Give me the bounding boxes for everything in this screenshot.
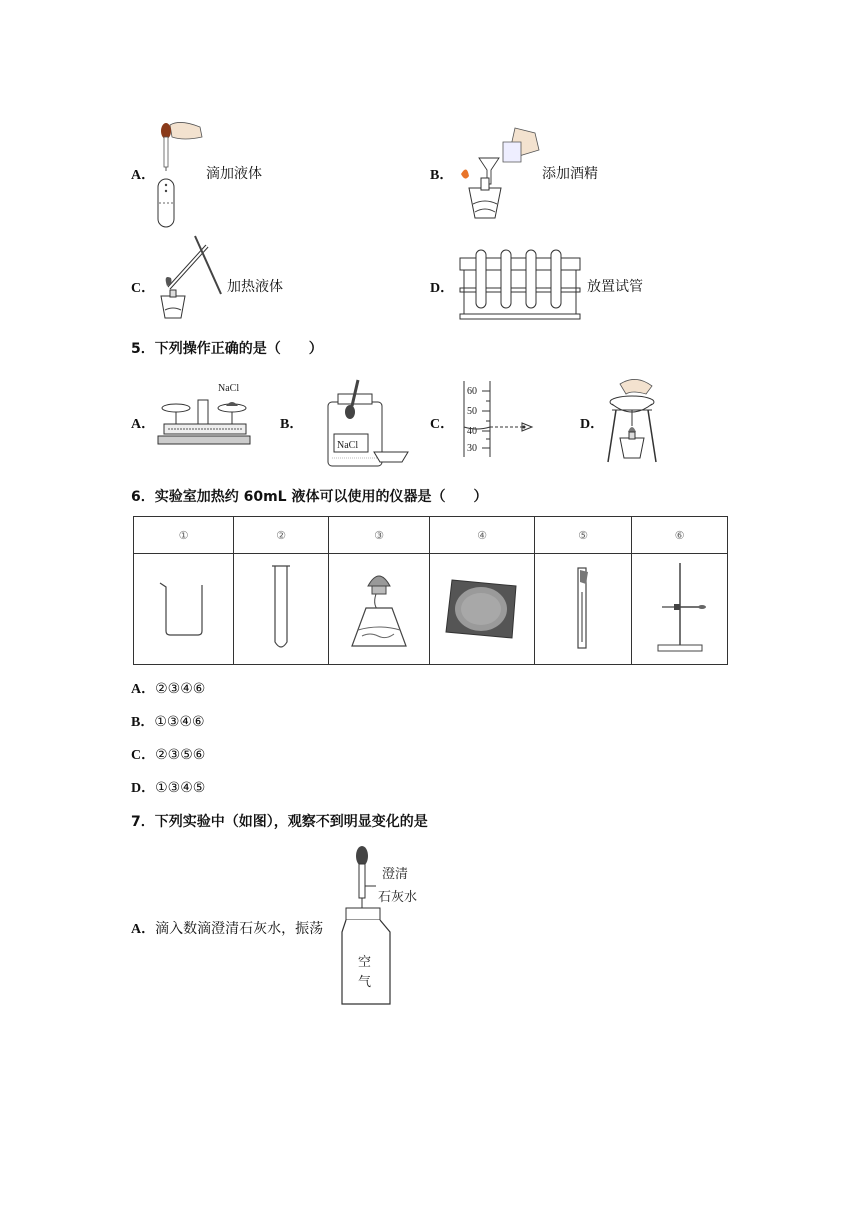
q4-option-a-caption: 滴加液体 [206,166,262,182]
test-tube-icon [266,562,296,652]
q5-option-b-letter: B． [280,417,304,432]
graduated-cylinder-reading-illustration [460,381,540,461]
test-tube-holder-cell [535,554,632,665]
alcohol-lamp-funnel-illustration [455,128,540,223]
table-header-1: ① [134,517,234,554]
q4-option-c-letter: C． [131,281,156,296]
q5-option-a-letter: A． [131,417,156,432]
cyl-tick-50: 50 [467,406,477,417]
q4-option-d-letter: D． [430,281,455,296]
dropper-and-gas-bottle-illustration [336,844,446,1010]
dropper-label-line1: 澄清 [382,867,409,882]
table-header-6: ⑥ [632,517,728,554]
cyl-tick-60: 60 [467,386,477,397]
q6-option-c-letter: C． [131,748,156,763]
q7-option-a [131,918,323,938]
cyl-tick-30: 30 [467,443,477,454]
q4-option-c-caption: 加热液体 [227,279,283,295]
q6-option-a [131,678,205,698]
q4-option-b-letter: B． [430,168,454,183]
q6-option-d-letter: D． [131,781,156,796]
nacl-label-bottle: NaCl [337,440,359,451]
test-tube-holder-icon [568,562,598,652]
q5-option-c-letter: C． [430,417,455,432]
question-6-stem: 6．实验室加热约 60mL 液体可以使用的仪器是（ ） [131,489,488,505]
q4-option-b-caption: 添加酒精 [542,166,598,182]
q6-option-c [131,744,205,764]
alcohol-lamp-icon [344,562,414,652]
evaporating-dish-tripod-illustration [600,376,664,466]
question-5-stem: 5．下列操作正确的是（ ） [131,341,323,357]
alcohol-lamp-cell [329,554,430,665]
table-header-4: ④ [430,517,535,554]
q6-option-b [131,711,205,731]
q6-option-a-text: ②③④⑥ [155,681,206,697]
q6-option-b-text: ①③④⑥ [154,714,205,730]
q5-option-d-letter: D． [580,417,605,432]
reagent-bottle-spoon-illustration [322,378,412,470]
beaker-icon [154,575,214,639]
bottle-label-char1: 空 [358,955,372,970]
test-tube-cell [234,554,329,665]
q6-option-d-text: ①③④⑤ [155,780,206,796]
q4-option-d-caption: 放置试管 [587,279,643,295]
question-7-stem: 7．下列实验中（如图），观察不到明显变化的是 [131,814,428,830]
cyl-tick-40: 40 [467,426,477,437]
heating-test-tube-illustration [155,230,225,322]
asbestos-gauze-cell [430,554,535,665]
q6-option-a-letter: A． [131,682,156,697]
table-header-5: ⑤ [535,517,632,554]
table-header-3: ③ [329,517,430,554]
q4-option-a-letter: A． [131,168,156,183]
balance-scale-illustration [156,380,252,452]
bottle-label-char2: 气 [358,975,372,990]
apparatus-table [133,516,728,665]
iron-stand-cell [632,554,728,665]
q7-option-a-text: 滴入数滴澄清石灰水，振荡 [155,921,324,937]
wire-gauze-icon [442,572,522,642]
q6-option-c-text: ②③⑤⑥ [155,747,206,763]
table-header-2: ② [234,517,329,554]
dropper-into-test-tube-illustration [150,115,210,230]
iron-stand-icon [650,559,710,655]
nacl-label-scale: NaCl [218,383,240,394]
test-tube-rack-illustration [456,248,584,323]
beaker-cell [134,554,234,665]
q6-option-d [131,777,205,797]
dropper-label-line2: 石灰水 [378,890,418,905]
q6-option-b-letter: B． [131,715,155,730]
q7-option-a-letter: A． [131,922,156,937]
